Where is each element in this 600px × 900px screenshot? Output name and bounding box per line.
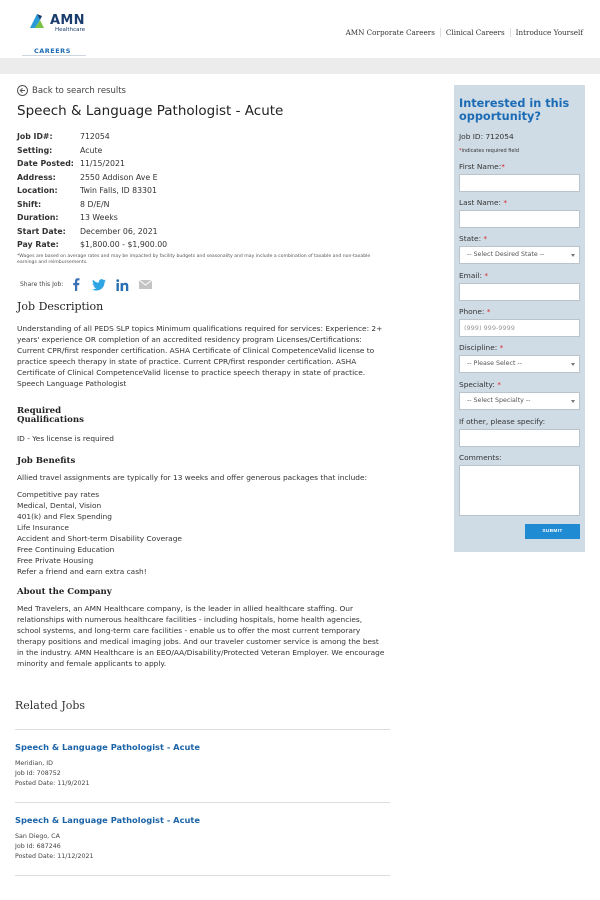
related-jobs-heading: Related Jobs: [15, 699, 86, 712]
share-bar: [20, 278, 387, 292]
required-asterisk: *: [501, 162, 505, 171]
required-heading-line-2: Qualifications: [17, 415, 84, 425]
back-arrow-icon: [17, 85, 28, 96]
other-specialty-field[interactable]: [459, 429, 580, 447]
detail-row-date-posted: [17, 157, 387, 171]
detail-value: $1,800.00 - $1,900.00: [80, 240, 168, 249]
required-asterisk: *: [483, 234, 488, 243]
back-link-label: Back to search results: [32, 85, 126, 96]
about-company-text: Med Travelers, an AMN Healthcare company, is the leader in allied healthcare staffing. Our relationships with numerous healthcare facilities - including hospitals, home health agencies, school systems, and long-term care facilities - enable us to offer the most current temporary therapy positions and medical imaging jobs. And our traveler customer service is among the best in the industry. AMN Healthcare is an EEO/AA/Disability/Protected Veteran Employer. We encourage minority and female applicants to apply.: [17, 603, 385, 668]
related-job-location: Meridian, ID: [15, 760, 53, 767]
detail-value: 13 Weeks: [80, 213, 118, 222]
list-item: Life Insurance: [17, 523, 69, 532]
amn-logo-icon: [28, 12, 46, 30]
email-label-text: Email:: [459, 271, 482, 280]
first-name-label-text: First Name:: [459, 162, 502, 171]
job-description-text: Understanding of all PEDS SLP topics Minimum qualifications required for services: Experience: 2+ years' experience OR completion of an accredited residency program Licenses/Certifications: Current CPR/first responder certification. ASHA Certificate of Clinical CompetenceValid license to practice speech therapy in state of practice. Current CPR/first responder certification. ASHA Certificate of Clinical CompetenceValid license to practice speech therapy in state of practice. Speech Language Pathologist: [17, 323, 383, 388]
required-note-text: indicates required field: [461, 148, 519, 154]
phone-field[interactable]: [459, 319, 580, 337]
amn-careers-logo[interactable]: [22, 8, 86, 56]
list-item: Free Private Housing: [17, 556, 94, 565]
detail-value: Twin Falls, ID 83301: [80, 186, 157, 195]
logo-amn-text: AMN: [50, 13, 85, 28]
phone-label-text: Phone:: [459, 307, 485, 316]
required-qualifications-text: ID - Yes license is required: [17, 433, 114, 443]
facebook-icon[interactable]: [69, 278, 83, 292]
email-icon[interactable]: [138, 278, 152, 292]
linkedin-icon[interactable]: [115, 278, 129, 292]
detail-label: Address:: [17, 172, 56, 182]
required-asterisk: *: [484, 271, 489, 280]
required-qualifications-heading: [17, 407, 387, 426]
discipline-label-text: Discipline:: [459, 343, 498, 352]
detail-label: Setting:: [17, 145, 53, 155]
list-item: Competitive pay rates: [17, 490, 100, 499]
top-navigation: [341, 28, 588, 37]
site-header: [0, 0, 600, 58]
related-job-id: Job Id: 687246: [15, 843, 61, 850]
twitter-icon[interactable]: [92, 278, 106, 292]
required-asterisk: *: [486, 307, 491, 316]
related-job-title-link[interactable]: Speech & Language Pathologist - Acute: [15, 815, 201, 825]
detail-row-setting: [17, 144, 387, 158]
related-job-card: [15, 803, 390, 876]
back-to-search-link[interactable]: [17, 85, 387, 96]
detail-row-pay-rate: [17, 238, 387, 252]
job-title: Speech & Language Pathologist - Acute: [17, 103, 284, 119]
detail-row-shift: [17, 198, 387, 212]
logo-divider: [22, 55, 86, 56]
wage-disclaimer: *Wages are based on average rates and may be impacted by facility budgets and seasonality and may include a combination of taxable and non-taxable earnings and reimbursements.: [17, 253, 371, 265]
detail-value: 2550 Addison Ave E: [80, 172, 158, 182]
related-job-posted-date: Posted Date: 11/9/2021: [15, 780, 90, 787]
phone-placeholder: (999) 999-9999: [464, 324, 515, 332]
detail-row-job-id: [17, 130, 387, 144]
about-company-heading: About the Company: [17, 587, 112, 597]
email-label: [459, 271, 488, 280]
required-field-note: [459, 148, 519, 154]
logo-healthcare-text: Healthcare: [55, 27, 85, 33]
list-item: Refer a friend and earn extra cash!: [17, 567, 147, 576]
state-select[interactable]: [459, 246, 580, 264]
share-label: Share this Job:: [20, 281, 64, 288]
benefits-intro: Allied travel assignments are typically for 13 weeks and offer generous packages that include:: [17, 473, 367, 482]
detail-value: Acute: [80, 145, 103, 155]
related-job-posted-date: Posted Date: 11/12/2021: [15, 853, 94, 860]
job-details-list: [17, 130, 387, 252]
logo-careers-text: CAREERS: [34, 47, 71, 55]
discipline-select-value: -- Please Select --: [467, 360, 522, 367]
related-job-card: [15, 729, 390, 803]
interest-form-panel: [454, 85, 585, 552]
related-job-location: San Diego, CA: [15, 833, 60, 840]
required-asterisk: *: [503, 198, 508, 207]
comments-label: Comments:: [459, 453, 502, 462]
form-title: Interested in this opportunity?: [459, 97, 570, 123]
list-item: Medical, Dental, Vision: [17, 501, 102, 510]
header-divider-bar: [0, 58, 600, 74]
detail-value: December 06, 2021: [80, 226, 158, 236]
nav-introduce-yourself[interactable]: Introduce Yourself: [510, 28, 588, 37]
list-item: 401(k) and Flex Spending: [17, 512, 112, 521]
related-jobs: [15, 699, 390, 876]
form-job-id: Job ID: 712054: [459, 132, 514, 141]
detail-row-location: [17, 184, 387, 198]
chevron-down-icon: [571, 363, 575, 366]
state-label: [459, 234, 487, 243]
last-name-label-text: Last Name:: [459, 198, 502, 207]
detail-label: Start Date:: [17, 226, 66, 236]
email-field[interactable]: [459, 283, 580, 301]
specialty-select-value: -- Select Specialty --: [467, 397, 531, 404]
other-specialty-label: If other, please specify:: [459, 417, 546, 426]
required-asterisk: *: [499, 343, 504, 352]
nav-amn-corporate-careers[interactable]: AMN Corporate Careers: [345, 28, 435, 37]
required-asterisk: *: [459, 148, 462, 154]
related-job-id: Job Id: 708752: [15, 770, 61, 777]
nav-clinical-careers[interactable]: Clinical Careers: [440, 28, 510, 37]
benefits-list: [17, 489, 387, 577]
detail-row-start-date: [17, 225, 387, 239]
detail-value: 712054: [80, 132, 110, 141]
detail-label: Shift:: [17, 199, 42, 209]
submit-button[interactable]: SUBMIT: [525, 524, 580, 539]
detail-label: Location:: [17, 186, 58, 195]
detail-label: Date Posted:: [17, 159, 74, 168]
detail-label: Duration:: [17, 213, 59, 222]
discipline-select[interactable]: [459, 355, 580, 373]
related-job-title-link[interactable]: Speech & Language Pathologist - Acute: [15, 742, 201, 752]
job-description-heading: Job Description: [17, 299, 104, 313]
required-asterisk: *: [497, 380, 501, 389]
detail-label: Pay Rate:: [17, 240, 59, 249]
last-name-field[interactable]: [459, 210, 580, 228]
last-name-label: [459, 198, 507, 207]
job-detail: [17, 84, 387, 669]
detail-row-address: [17, 171, 387, 185]
detail-label: Job ID#:: [17, 132, 53, 141]
job-benefits-heading: Job Benefits: [17, 455, 76, 466]
specialty-select[interactable]: [459, 392, 580, 410]
state-label-text: State:: [459, 234, 482, 243]
first-name-label: [459, 162, 505, 171]
chevron-down-icon: [571, 254, 575, 257]
comments-textarea[interactable]: [459, 465, 580, 516]
detail-value: 8 D/E/N: [80, 199, 110, 209]
state-select-value: -- Select Desired State --: [467, 251, 545, 258]
list-item: Accident and Short-term Disability Coverage: [17, 534, 182, 543]
first-name-field[interactable]: [459, 174, 580, 192]
specialty-label: [459, 380, 501, 389]
detail-value: 11/15/2021: [80, 159, 125, 168]
discipline-label: [459, 343, 503, 352]
required-heading-line-1: Required: [17, 405, 62, 416]
chevron-down-icon: [571, 400, 575, 403]
detail-row-duration: [17, 211, 387, 225]
specialty-label-text: Specialty:: [459, 380, 495, 389]
list-item: Free Continuing Education: [17, 545, 115, 554]
phone-label: [459, 307, 490, 316]
